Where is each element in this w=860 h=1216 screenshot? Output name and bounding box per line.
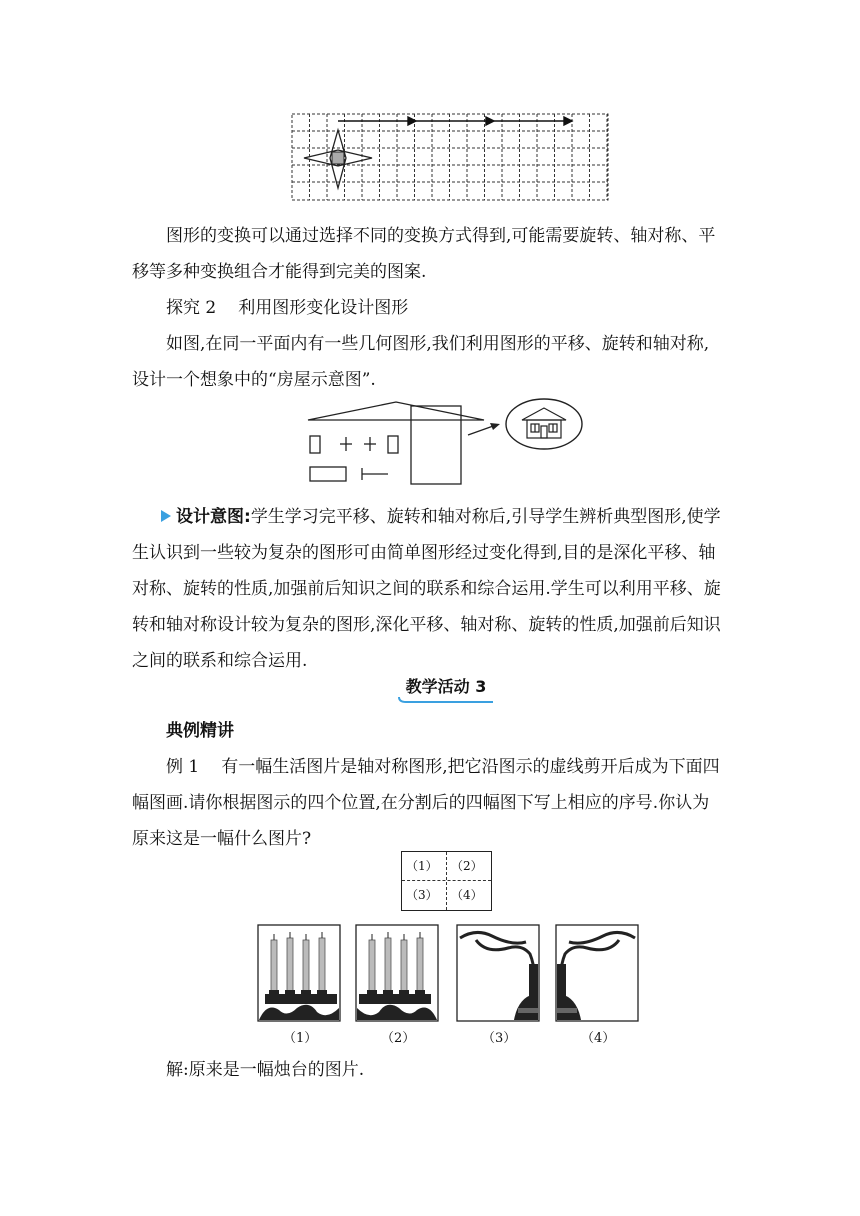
candle-piece-2-image: [355, 924, 439, 1022]
play-triangle-icon: [160, 509, 172, 523]
intro-line-1: 图形的变换可以通过选择不同的变换方式得到,可能需要旋转、轴对称、平: [166, 226, 716, 246]
intro-line-2: 移等多种变换组合才能得到完美的图案.: [132, 262, 427, 282]
design-intent-line-2: 生认识到一些较为复杂的图形可由简单图形经过变化得到,目的是深化平移、轴: [132, 543, 716, 563]
example1-paragraph: [132, 749, 732, 857]
candle-piece-3-image: [456, 924, 540, 1022]
design-intent-line-5: 之间的联系和综合运用.: [132, 651, 308, 671]
piece-label-4: （4）: [581, 1031, 616, 1046]
grid-label-2: （2）: [451, 859, 483, 873]
piece-label-2: （2）: [381, 1031, 416, 1046]
candle-piece-4-image: [555, 924, 639, 1022]
intro-paragraph: [132, 218, 732, 290]
grid-label-1: （1）: [406, 859, 438, 873]
grid-label-3: （3）: [406, 888, 438, 902]
piece-label-3: （3）: [482, 1031, 517, 1046]
solution-paragraph: [132, 1052, 732, 1088]
activity-underline-decoration: [396, 696, 496, 706]
roof-triangle-shape: [308, 402, 484, 420]
position-grid: [401, 851, 492, 911]
example1-line-2: 幅图画.请你根据图示的四个位置,在分割后的四幅图下写上相应的序号.你认为: [132, 793, 710, 813]
explore2-paragraph: [132, 326, 732, 398]
design-intent-paragraph: [132, 499, 732, 679]
design-intent-line-1: 学生学习完平移、旋转和轴对称后,引导学生辨析典型图形,使学: [250, 507, 721, 527]
explore2-heading: [132, 290, 732, 326]
example1-line-3: 原来这是一幅什么图片?: [132, 829, 312, 849]
house-shapes-figure: [300, 396, 590, 496]
piece-label-1: （1）: [283, 1031, 318, 1046]
solution-text: 解:原来是一幅烛台的图片.: [166, 1060, 365, 1080]
example1-label: 例 1: [166, 757, 200, 777]
design-intent-line-4: 转和轴对称设计较为复杂的图形,深化平移、轴对称、旋转的性质,加强前后知识: [132, 615, 721, 635]
design-intent-line-3: 对称、旋转的性质,加强前后知识之间的联系和综合运用.学生可以利用平移、旋: [132, 579, 721, 599]
grid-label-4: （4）: [451, 888, 483, 902]
explore2-line-2: 设计一个想象中的“房屋示意图”.: [132, 370, 376, 390]
design-intent-label: 设计意图:: [176, 507, 251, 527]
example-heading-text: 典例精讲: [166, 721, 234, 741]
explore2-title: 利用图形变化设计图形: [238, 298, 409, 318]
translation-grid-figure: [290, 112, 612, 204]
example1-line-1: 有一幅生活图片是轴对称图形,把它沿图示的虚线剪开后成为下面四: [221, 757, 720, 777]
activity-heading: [396, 674, 496, 704]
activity-title: 教学活动 3: [405, 677, 487, 696]
explore2-label: 探究 2: [166, 298, 217, 318]
candle-piece-1-image: [257, 924, 341, 1022]
example-section-heading: [132, 713, 732, 749]
explore2-line-1: 如图,在同一平面内有一些几何图形,我们利用图形的平移、旋转和轴对称,: [166, 334, 710, 354]
